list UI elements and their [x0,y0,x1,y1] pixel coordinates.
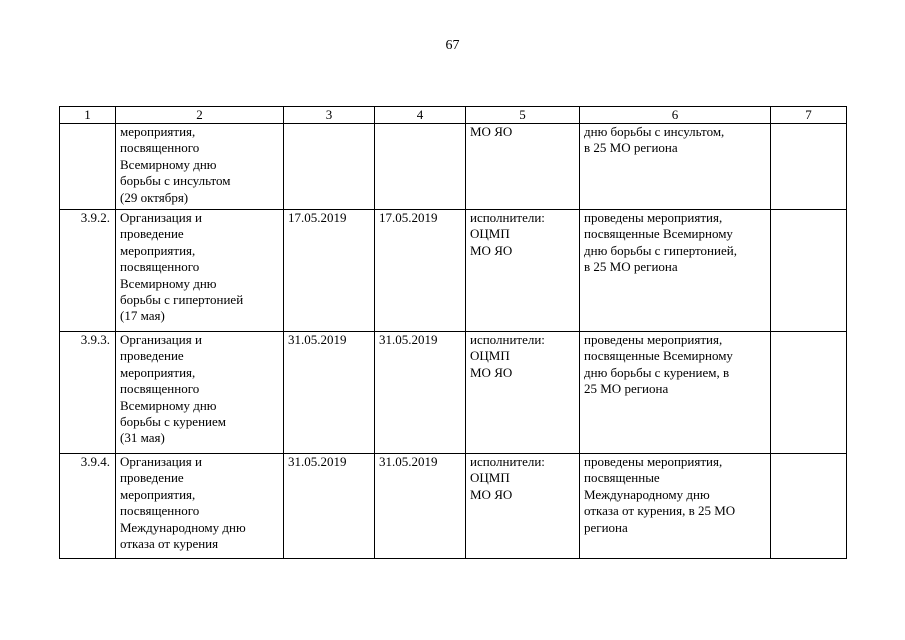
column-header-2: 2 [116,107,284,124]
activity-cell: Организация и проведение мероприятия, посвященного Всемирному дню борьбы с курением (31 мая) [116,332,284,454]
column-header-5: 5 [466,107,580,124]
activity-cell: Организация и проведение мероприятия, посвященного Всемирному дню борьбы с гипертонией (17 мая) [116,210,284,332]
end-date-cell [375,124,466,210]
table-row [60,210,847,332]
note-cell [771,454,847,559]
end-date-cell: 31.05.2019 [375,332,466,454]
result-cell: дню борьбы с инсультом, в 25 МО региона [580,124,771,210]
executors-cell: исполнители: ОЦМП МО ЯО [466,210,580,332]
column-header-6: 6 [580,107,771,124]
executors-cell: исполнители: ОЦМП МО ЯО [466,332,580,454]
column-header-7: 7 [771,107,847,124]
header-row [60,107,847,124]
activity-cell: мероприятия, посвященного Всемирному дню борьбы с инсультом (29 октября) [116,124,284,210]
row-number: 3.9.3. [60,332,116,454]
result-cell: проведены мероприятия, посвященные Международному дню отказа от курения, в 25 МО региона [580,454,771,559]
column-header-1: 1 [60,107,116,124]
note-cell [771,332,847,454]
executors-cell: исполнители: ОЦМП МО ЯО [466,454,580,559]
column-header-4: 4 [375,107,466,124]
activity-cell: Организация и проведение мероприятия, посвященного Международному дню отказа от курения [116,454,284,559]
plan-table [59,106,847,559]
result-cell: проведены мероприятия, посвященные Всемирному дню борьбы с гипертонией, в 25 МО региона [580,210,771,332]
start-date-cell: 31.05.2019 [284,332,375,454]
row-number: 3.9.4. [60,454,116,559]
page-number: 67 [445,38,460,53]
table-row [60,454,847,559]
result-cell: проведены мероприятия, посвященные Всемирному дню борьбы с курением, в 25 МО региона [580,332,771,454]
column-header-3: 3 [284,107,375,124]
start-date-cell: 17.05.2019 [284,210,375,332]
end-date-cell: 31.05.2019 [375,454,466,559]
note-cell [771,124,847,210]
start-date-cell: 31.05.2019 [284,454,375,559]
executors-cell: МО ЯО [466,124,580,210]
row-number: 3.9.2. [60,210,116,332]
row-number [60,124,116,210]
end-date-cell: 17.05.2019 [375,210,466,332]
note-cell [771,210,847,332]
table-row [60,124,847,210]
start-date-cell [284,124,375,210]
table-row [60,332,847,454]
